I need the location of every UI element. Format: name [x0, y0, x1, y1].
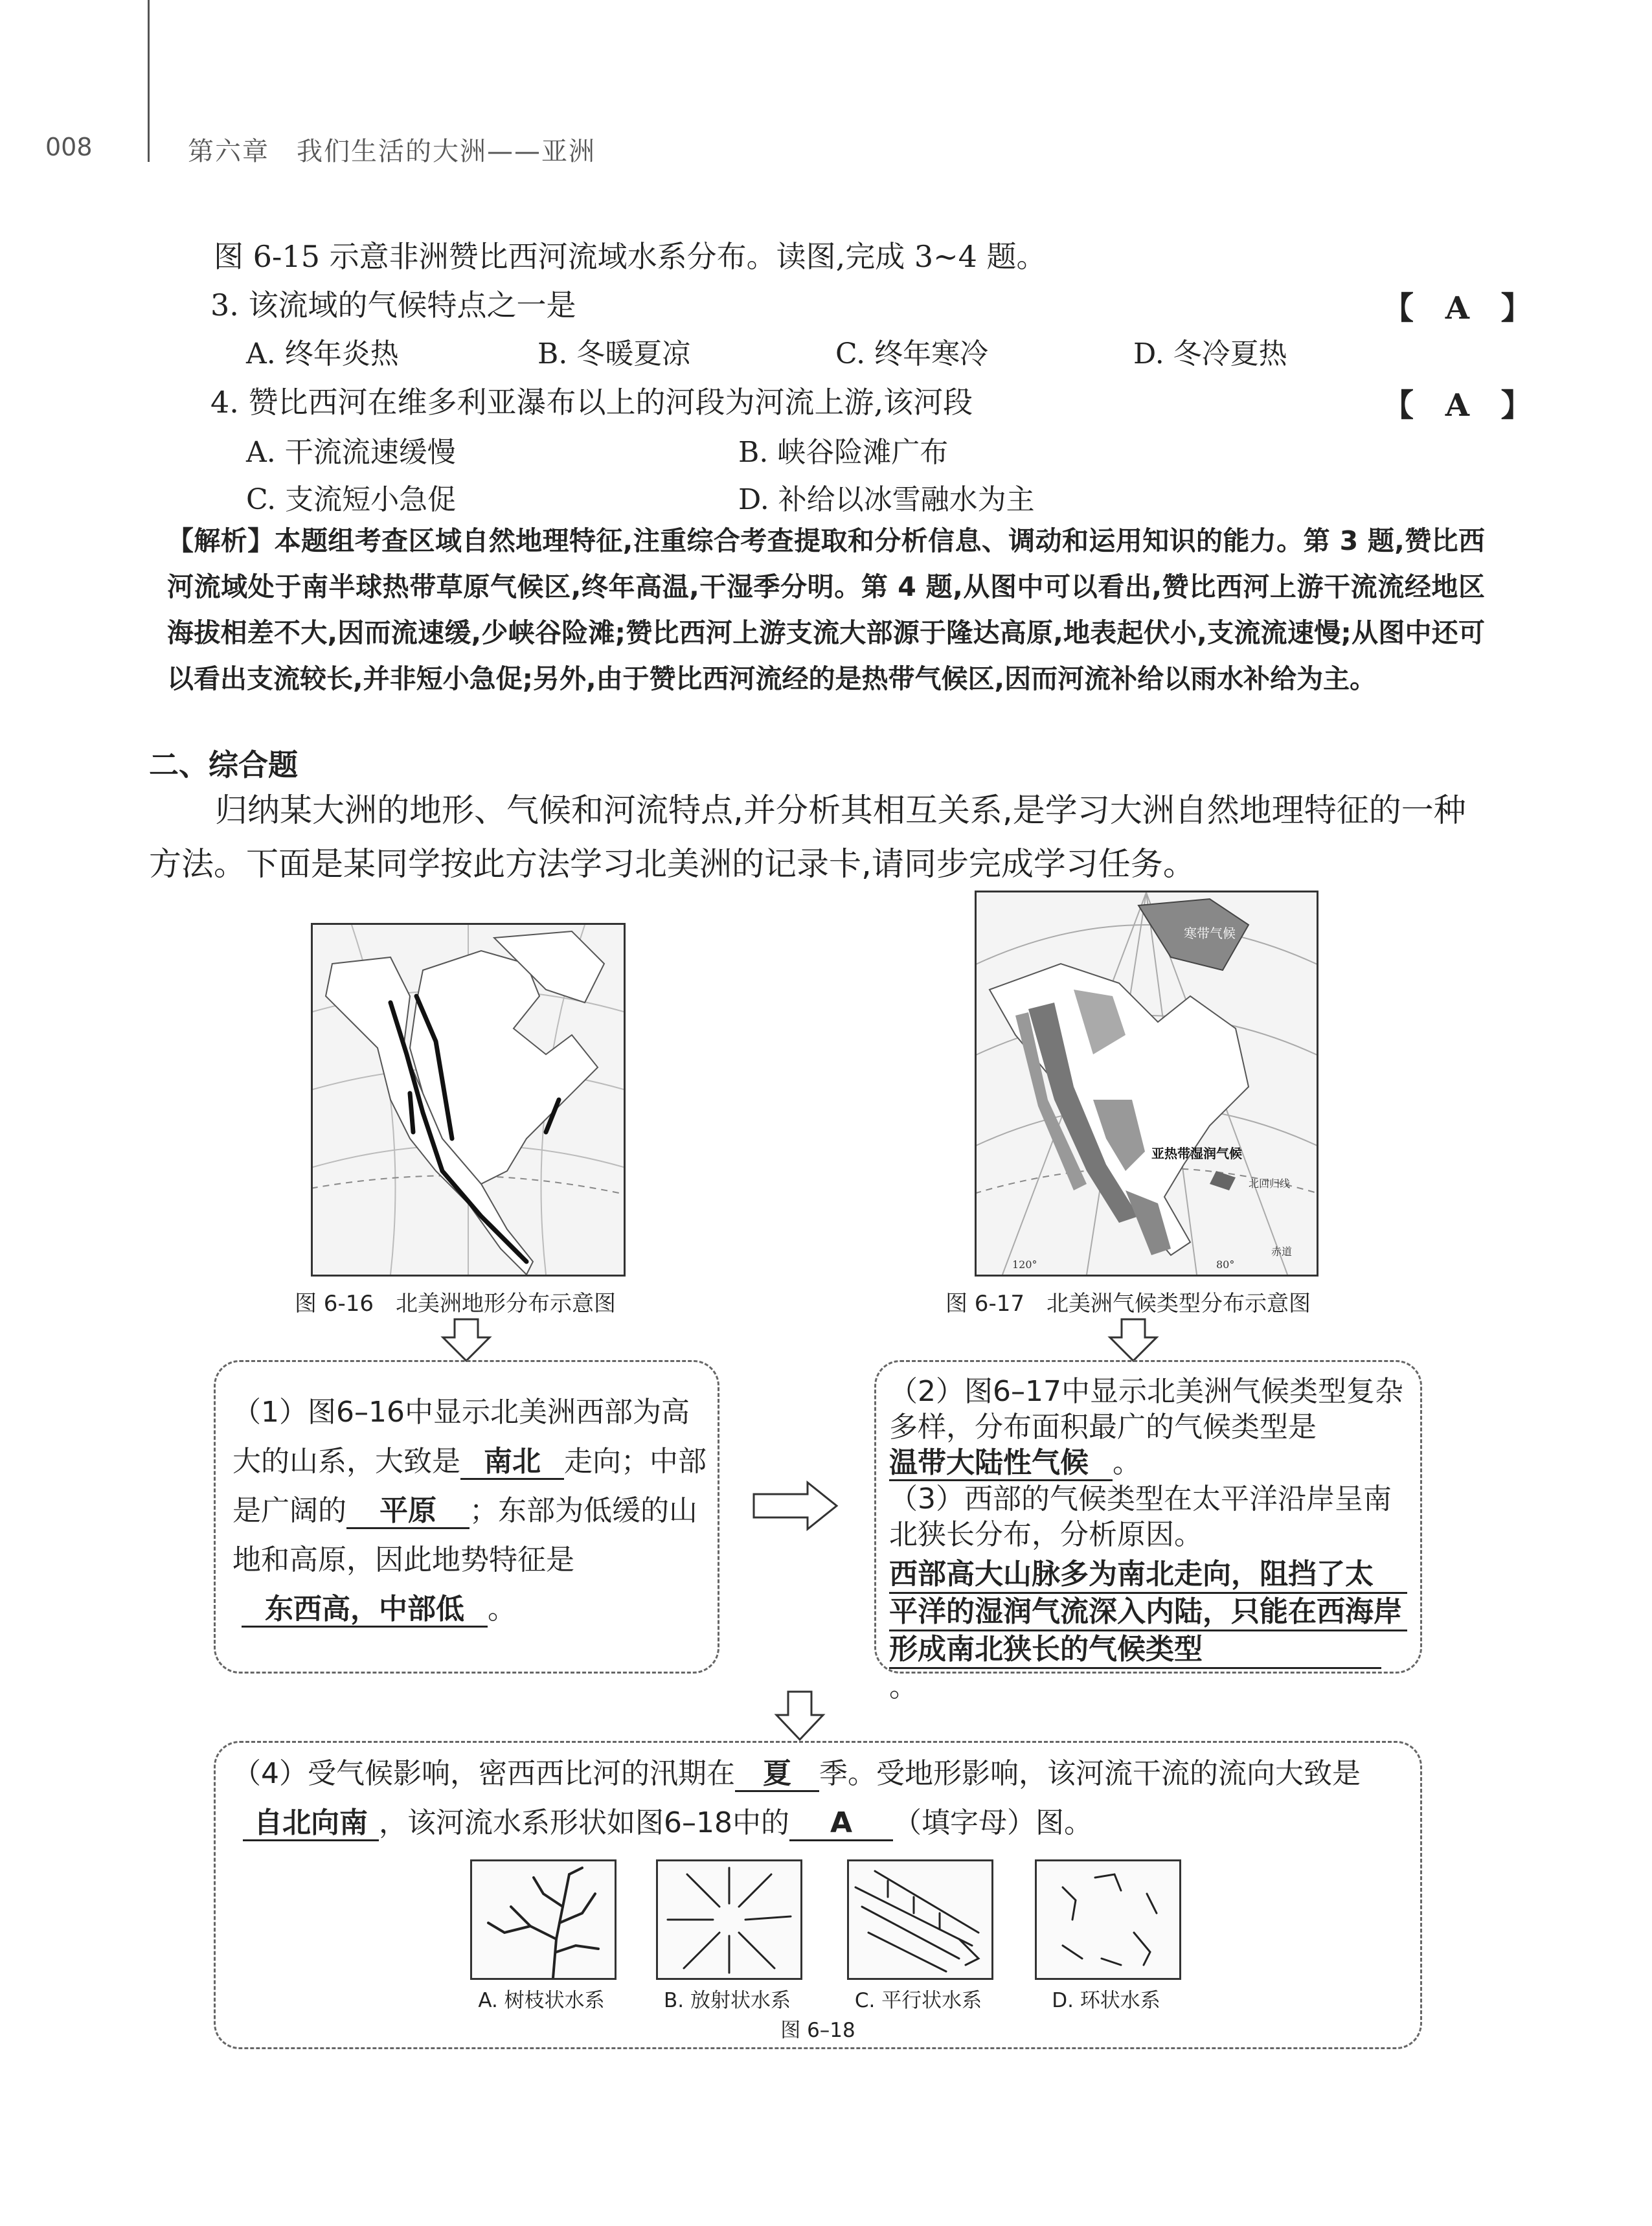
card-terrain-text: [232, 1388, 708, 1634]
drainage-label-c: C. 平行状水系: [854, 1989, 982, 2012]
q2-text-1: （2）图6–17中显示北美洲气候类型复杂多样，分布面积最广的气候类型是: [889, 1375, 1403, 1444]
fig17-caption: 图 6-17 北美洲气候类型分布示意图: [945, 1291, 1311, 1317]
q4-stem: 4. 赞比西河在维多利亚瀑布以上的河段为河流上游,该河段: [210, 385, 973, 420]
q3-option-a: A. 终年炎热: [246, 337, 399, 370]
label-yaredai: 亚热带湿润气候: [1151, 1146, 1242, 1161]
q4-text-2: 季。受地形影响，该河流干流的流向大致是: [819, 1757, 1361, 1790]
q3-text: （3）西部的气候类型在太平洋沿岸呈南北狭长分布，分析原因。: [889, 1482, 1392, 1551]
q1-answer-plain: 平原: [346, 1495, 470, 1529]
right-arrow: [752, 1480, 840, 1532]
q4-answer-pattern: A: [789, 1807, 893, 1841]
q4-text-4: （填字母）图。: [892, 1806, 1092, 1839]
label-80: 80°: [1216, 1258, 1235, 1271]
fig18-caption: 图 6–18: [780, 2019, 855, 2042]
q3-answer-line-3: 形成南北狭长的气候类型: [889, 1631, 1381, 1669]
q1-text-1: （1）图6–16中显示北美洲西部为高大的山系，大致是: [232, 1396, 690, 1478]
label-hanxu: 寒带气候: [1184, 926, 1236, 941]
drainage-annular: [1035, 1859, 1181, 1980]
q4-option-c: C. 支流短小急促: [246, 483, 457, 516]
q4-text-1: （4）受气候影响，密西西比河的汛期在: [232, 1757, 735, 1790]
terrain-map-drawing: [313, 925, 624, 1275]
card-river-text: [232, 1749, 1405, 1848]
header-divider: [148, 0, 150, 162]
card-terrain: [214, 1360, 719, 1674]
q3-answer: 【 A 】: [1383, 290, 1543, 326]
radial-drawing: [658, 1861, 800, 1978]
dendritic-drawing: [472, 1861, 615, 1978]
down-arrow-center: [774, 1690, 826, 1742]
q1-text-4: 。: [488, 1593, 516, 1626]
card-climate: [874, 1360, 1422, 1703]
q3-text-end: 。: [889, 1670, 918, 1703]
q4-answer-season: 夏: [735, 1758, 819, 1792]
page-number: 008: [45, 133, 93, 161]
q4-option-b: B. 峡谷险滩广布: [738, 436, 949, 469]
q4-option-d: D. 补给以冰雪融水为主: [738, 483, 1035, 516]
q4-option-a: A. 干流流速缓慢: [246, 436, 456, 469]
fig16-caption: 图 6-16 北美洲地形分布示意图: [295, 1291, 616, 1317]
q1-text-2: 走向；中部是广阔的: [232, 1445, 707, 1527]
label-chidao: 赤道: [1271, 1245, 1293, 1258]
label-beihuixian: 北回归线: [1249, 1177, 1291, 1190]
q3-option-b: B. 冬暖夏凉: [537, 337, 691, 370]
drainage-label-b: B. 放射状水系: [664, 1989, 791, 2012]
analysis-text: 本题组考查区域自然地理特征,注重综合考查提取和分析信息、调动和运用知识的能力。第 3 题,赞比西河流域处于南半球热带草原气候区,终年高温,干湿季分明。第 4 题,从图中可以看出,赞比西河上游干流流经地区海拔相差不大,因而流速缓,少峡谷险滩;赞比西河上游支流大部源于隆达高原,地表起伏小,支流流速慢;从图中还可以看出支流较长,并非短小急促;另外,由于赞比西河流经的是热带气候区,因而河流补给以雨水补给为主。: [167, 525, 1485, 694]
intro-line: 图 6-15 示意非洲赞比西河流域水系分布。读图,完成 3~4 题。: [214, 239, 1047, 274]
annular-drawing: [1037, 1861, 1179, 1978]
section-intro: 归纳某大洲的地形、气候和河流特点,并分析其相互关系,是学习大洲自然地理特征的一种方法。下面是某同学按此方法学习北美洲的记录卡,请同步完成学习任务。: [149, 791, 1466, 883]
climate-map: [975, 891, 1318, 1277]
drainage-dendritic: [470, 1859, 617, 1980]
section-title: 二、综合题: [149, 747, 298, 782]
drainage-label-a: A. 树枝状水系: [478, 1989, 605, 2012]
chapter-title: 第六章 我们生活的大洲——亚洲: [188, 137, 596, 166]
q3-answer-line-2: 平洋的湿润气流深入内陆，只能在西海岸: [889, 1594, 1407, 1631]
parallel-drawing: [849, 1861, 991, 1978]
q4-answer: 【 A 】: [1383, 387, 1543, 424]
card-climate-text: [889, 1374, 1407, 1705]
analysis-paragraph: [167, 518, 1485, 702]
q1-answer-terrain: 东西高，中部低: [242, 1593, 488, 1628]
q2-text-2: 。: [1113, 1446, 1141, 1479]
card-river: [214, 1741, 1422, 2049]
q3-stem: 3. 该流域的气候特点之一是: [210, 288, 576, 323]
q4-text-3: ，该河流水系形状如图6–18中的: [379, 1806, 789, 1839]
label-120: 120°: [1012, 1258, 1037, 1271]
q2-answer: 温带大陆性气候: [889, 1447, 1113, 1481]
q3-option-d: D. 冬冷夏热: [1133, 337, 1287, 370]
drainage-radial: [656, 1859, 802, 1980]
q1-text-3: ；东部为低缓的山地和高原，因此地势特征是: [232, 1494, 697, 1576]
q3-answer-line-1: 西部高大山脉多为南北走向，阻挡了太: [889, 1556, 1407, 1594]
down-arrow-right: [1107, 1318, 1159, 1363]
down-arrow-left: [440, 1318, 492, 1363]
q4-answer-flow: 自北向南: [243, 1807, 379, 1841]
climate-map-drawing: [977, 892, 1317, 1275]
analysis-label: 【解析】: [167, 525, 275, 556]
terrain-map: [311, 923, 626, 1277]
q1-answer-direction: 南北: [460, 1446, 564, 1480]
q3-option-c: C. 终年寒冷: [835, 337, 989, 370]
drainage-parallel: [847, 1859, 993, 1980]
drainage-label-d: D. 环状水系: [1052, 1989, 1160, 2012]
